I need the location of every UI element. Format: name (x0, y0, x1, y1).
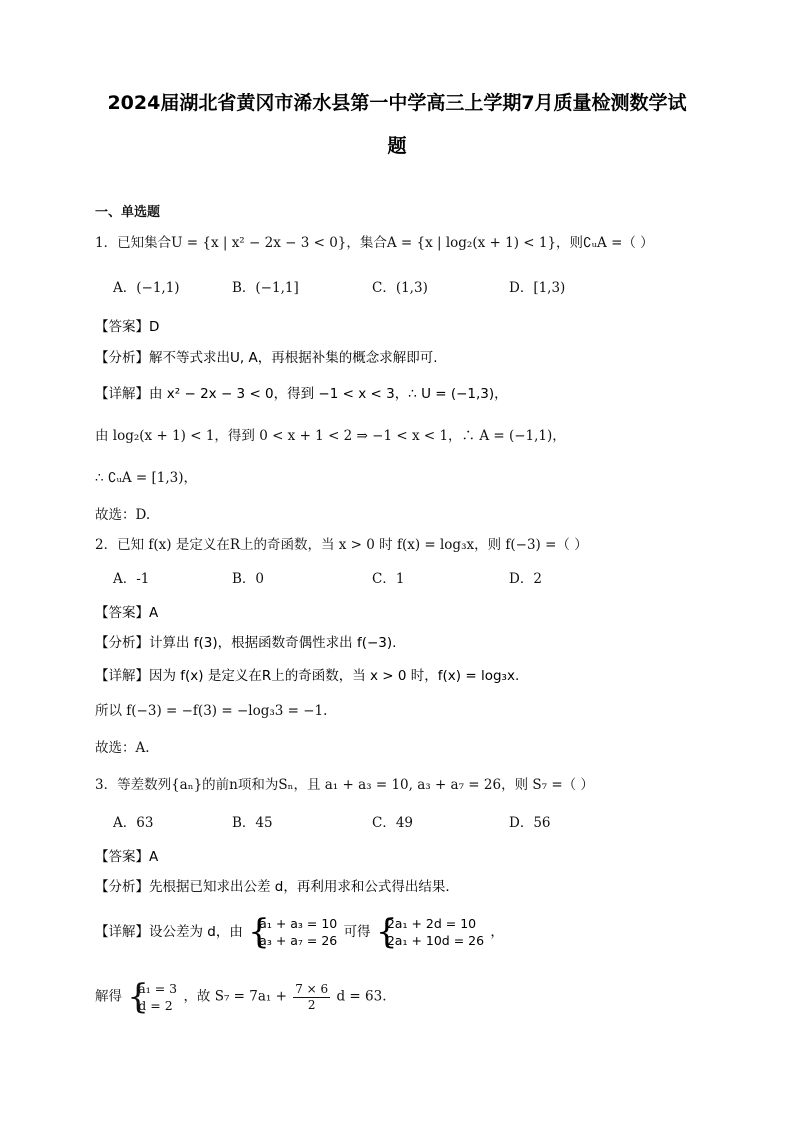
q1-answer: 【答案】D (95, 319, 160, 335)
q3-option-b: B．45 (232, 815, 273, 831)
q2-detail-1: 【详解】因为 f(x) 是定义在R上的奇函数，当 x > 0 时，f(x) = log₃x. (95, 668, 520, 684)
q2-answer: 【答案】A (95, 605, 159, 621)
q1-option-a: A．(−1,1) (113, 280, 180, 296)
q1-choice: 故选：D. (95, 507, 151, 523)
q1-detail-1: 【详解】由 x² − 2x − 3 < 0，得到 −1 < x < 3，∴ U = (−1,3)， (95, 386, 508, 402)
q2-analysis: 【分析】计算出 f(3)，根据函数奇偶性求出 f(−3). (95, 635, 397, 651)
q1-option-c: C．(1,3) (372, 280, 428, 296)
q3-answer: 【答案】A (95, 849, 159, 865)
q2-option-b: B．0 (232, 571, 265, 587)
q1-stem: 1．已知集合U = {x | x² − 2x − 3 < 0}，集合A = {x | log₂(x + 1) < 1}，则∁ᵤA =（ ） (95, 235, 654, 251)
q1-option-b: B．(−1,1] (232, 280, 299, 296)
q3-option-c: C．49 (372, 815, 414, 831)
q3-stem: 3．等差数列{aₙ}的前n项和为Sₙ，且 a₁ + a₃ = 10, a₃ + a₇ = 26，则 S₇ =（ ） (95, 777, 594, 793)
q3-solve-prefix: 解得 (95, 988, 122, 1005)
q3-system-1 (249, 915, 337, 949)
q2-option-a: A．-1 (113, 571, 150, 587)
q3-solution (95, 980, 387, 1014)
q3-system-2 (377, 915, 484, 949)
q3-fraction (293, 982, 330, 1013)
q1-analysis: 【分析】解不等式求出U, A，再根据补集的概念求解即可. (95, 350, 438, 366)
q2-detail-2: 所以 f(−3) = −f(3) = −log₃3 = −1. (95, 703, 328, 719)
q3-system-3-eq-2: d = 2 (138, 998, 173, 1013)
q3-system-1-eq-2: a₃ + a₇ = 26 (259, 933, 338, 948)
q3-fraction-numerator: 7 × 6 (295, 981, 329, 996)
q2-option-c: C．1 (372, 571, 405, 587)
q2-choice: 故选：A. (95, 740, 150, 756)
q3-system-3 (128, 980, 177, 1014)
document-title-line-1: 2024届湖北省黄冈市浠水县第一中学高三上学期7月质量检测数学试 (107, 92, 687, 114)
q3-fraction-denominator: 2 (307, 997, 316, 1012)
q3-analysis: 【分析】先根据已知求出公差 d，再利用求和公式得出结果. (95, 879, 450, 895)
q3-system-2-eq-1: { 2a₁ + 2d = 10 (386, 916, 477, 931)
q3-option-d: D．56 (509, 815, 551, 831)
q1-detail-2: 由 log₂(x + 1) < 1，得到 0 < x + 1 < 2 ⇒ −1 < x < 1，∴ A = (−1,1)， (95, 428, 566, 444)
q3-solve-suffix: d = 63. (336, 988, 387, 1005)
q3-system-1-eq-1: { a₁ + a₃ = 10 (259, 916, 338, 931)
q3-option-a: A．63 (113, 815, 154, 831)
q3-detail-mid: 可得 (343, 924, 371, 940)
q2-option-d: D．2 (509, 571, 542, 587)
q3-system-2-eq-2: 2a₁ + 10d = 26 (386, 933, 485, 948)
section-heading: 一、单选题 (95, 205, 161, 220)
q2-stem: 2．已知 f(x) 是定义在R上的奇函数，当 x > 0 时 f(x) = log₃x，则 f(−3) =（ ） (95, 537, 588, 553)
q3-detail (95, 915, 504, 949)
document-title-line-2: 题 (387, 135, 407, 157)
q3-system-3-eq-1: { a₁ = 3 (138, 981, 178, 996)
q3-solve-mid: ，故 S₇ = 7a₁ + (183, 988, 287, 1005)
q1-option-d: D．[1,3) (509, 280, 566, 296)
q3-detail-suffix: ， (490, 924, 504, 940)
q3-detail-prefix: 【详解】设公差为 d，由 (95, 924, 243, 940)
q1-detail-3: ∴ ∁ᵤA = [1,3)， (95, 470, 198, 486)
